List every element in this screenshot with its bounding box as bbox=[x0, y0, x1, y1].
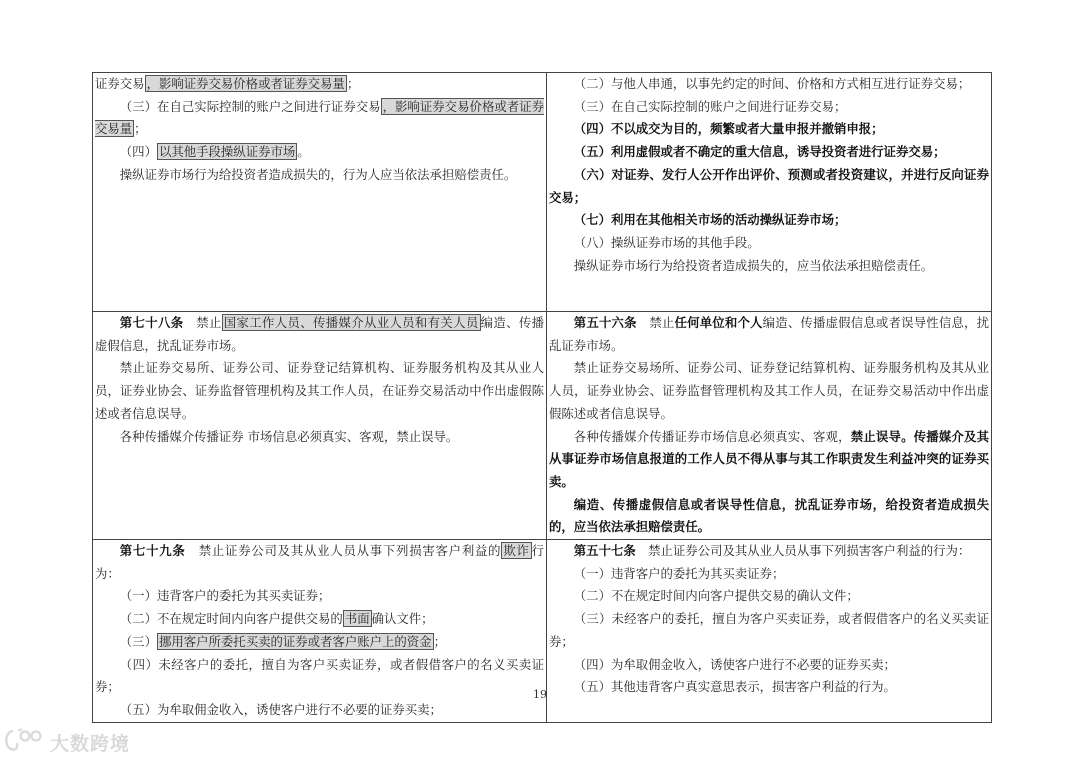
brand-logo-icon bbox=[2, 726, 46, 759]
list-item: （一）违背客户的委托为其买卖证券； bbox=[119, 588, 331, 604]
list-item: （六）对证券、发行人公开作出评价、预测或者投资建议，并进行反向证券交易； bbox=[549, 166, 989, 205]
list-item: （四）不以成交为目的，频繁或者大量申报并撤销申报； bbox=[573, 121, 884, 137]
paragraph: 编造、传播虚假信息或者误导性信息，扰乱证券市场，给投资者造成损失的，应当依法承担赔偿责任。 bbox=[549, 496, 989, 535]
article-paragraph: 第七十八条 禁止 国家工作人员、传播媒介从业人员和有关人员 编造、传播虚假信息，扰乱证券市场。 bbox=[95, 315, 545, 353]
article-number: 第五十六条 bbox=[573, 315, 637, 330]
list-item: （四）未经客户的委托，擅自为客户买卖证券，或者假借客户的名义买卖证券； bbox=[95, 656, 544, 695]
highlight-deleted: 挪用客户所委托买卖的证券或者客户账户上的资金 bbox=[158, 633, 432, 649]
paragraph: 禁止证券交易所、证券公司、证券登记结算机构、证券服务机构及其从业人员，证券业协会、证券监督管理机构及其工作人员，在证券交易活动中作出虚假陈述或者信息误导。 bbox=[95, 360, 544, 421]
paragraph: 各种传播媒介传播证券市场信息必须真实、客观，禁止误导。传播媒介及其从事证券市场信息报道的工作人员不得从事与其工作职责发生利益冲突的证券买卖。 bbox=[549, 428, 990, 489]
paragraph: 各种传播媒介传播证券 市场信息必须真实、客观，禁止误导。 bbox=[119, 428, 459, 444]
highlight-added: 任何单位和个人 bbox=[674, 315, 763, 330]
list-item: （一）违背客户的委托为其买卖证券； bbox=[573, 565, 785, 581]
old-law-cell bbox=[93, 312, 547, 540]
list-item: （三）在自己实际控制的账户之间进行证券交易 ，影响证券交易价格或者证券交易量 ； bbox=[95, 98, 545, 137]
article-number: 第七十九条 bbox=[119, 543, 186, 559]
article-number: 第五十七条 bbox=[573, 543, 636, 559]
list-item: （四）为牟取佣金收入，诱使客户进行不必要的证券买卖； bbox=[573, 656, 896, 672]
list-item: （四） 以其他手段操纵证券市场 。 bbox=[119, 144, 310, 160]
highlight-deleted: ，影响证券交易价格或者证券交易量 bbox=[95, 98, 545, 137]
watermark bbox=[2, 727, 130, 757]
table-row bbox=[93, 73, 992, 312]
list-item: （五）为牟取佣金收入，诱使客户进行不必要的证券买卖； bbox=[119, 701, 442, 717]
article-paragraph: 第五十七条 禁止证券公司及其从业人员从事下列损害客户利益的行为： bbox=[573, 543, 971, 559]
highlight-deleted: 国家工作人员、传播媒介从业人员和有关人员 bbox=[223, 315, 479, 330]
highlight-deleted: ，影响证券交易价格或者证券交易量 bbox=[146, 76, 345, 91]
comparison-table bbox=[92, 72, 992, 723]
article-number: 第七十八条 bbox=[119, 315, 184, 330]
highlight-added: 禁止误导。传播媒介及其从事证券市场信息报道的工作人员不得从事与其工作职责发生利益冲突的证券买卖。 bbox=[549, 428, 990, 489]
table-row bbox=[93, 312, 992, 540]
highlight-deleted: 以其他手段操纵证券市场 bbox=[158, 144, 296, 160]
list-item: （八）操纵证券市场的其他手段。 bbox=[573, 234, 760, 250]
list-item: （三） 挪用客户所委托买卖的证券或者客户账户上的资金 ； bbox=[119, 633, 446, 649]
highlight-deleted: 书面 bbox=[344, 611, 370, 627]
new-law-cell bbox=[547, 73, 992, 312]
paragraph: 操纵证券市场行为给投资者造成损失的，应当依法承担赔偿责任。 bbox=[573, 257, 934, 273]
list-item: （三）在自己实际控制的账户之间进行证券交易； bbox=[573, 98, 847, 114]
list-item: （二）不在规定时间内向客户提供交易的 书面 确认文件； bbox=[119, 611, 434, 627]
old-law-cell bbox=[93, 73, 547, 312]
paragraph: 证券交易 ，影响证券交易价格或者证券交易量 ； bbox=[95, 76, 360, 91]
list-item: （三）未经客户的委托，擅自为客户买卖证券，或者假借客户的名义买卖证券； bbox=[549, 611, 989, 649]
watermark-text: 大数跨境 bbox=[50, 732, 131, 755]
list-item: （五）利用虚假或者不确定的重大信息，诱导投资者进行证券交易； bbox=[573, 144, 946, 160]
list-item: （七）利用在其他相关市场的活动操纵证券市场； bbox=[573, 212, 847, 228]
list-item: （二）与他人串通，以事先约定的时间、价格和方式相互进行证券交易； bbox=[573, 76, 971, 91]
list-item: （二）不在规定时间内向客户提供交易的确认文件； bbox=[573, 588, 859, 604]
list-item: （五）其他违背客户真实意思表示，损害客户利益的行为。 bbox=[573, 679, 896, 695]
new-law-cell bbox=[547, 312, 992, 540]
article-paragraph: 第七十九条 禁止证券公司及其从业人员从事下列损害客户利益的 欺诈 行为： bbox=[95, 543, 545, 581]
article-paragraph: 第五十六条 禁止任何单位和个人编造、传播虚假信息或者误导性信息，扰乱证券市场。 bbox=[549, 315, 990, 353]
page-number: 19 bbox=[533, 688, 547, 701]
paragraph: 禁止证券交易场所、证券公司、证券登记结算机构、证券服务机构及其从业人员，证券业协会、证券监督管理机构及其工作人员，在证券交易活动中作出虚假陈述或者信息误导。 bbox=[549, 360, 989, 421]
paragraph: 操纵证券市场行为给投资者造成损失的，行为人应当依法承担赔偿责任。 bbox=[119, 166, 517, 182]
highlight-deleted: 欺诈 bbox=[503, 543, 530, 559]
